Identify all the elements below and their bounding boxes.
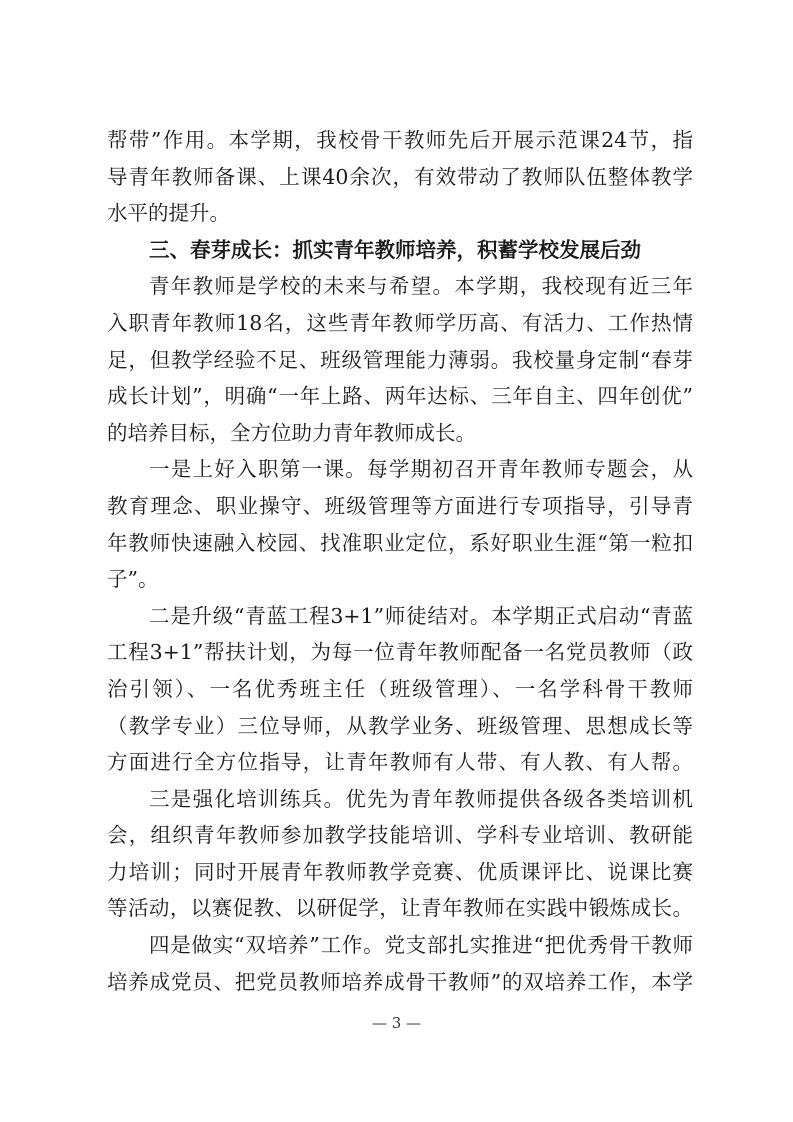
text-line: 四是做实“双培养”工作。党支部扎实推进“把优秀骨干教师 (149, 933, 693, 958)
text-line: 方面进行全方位指导，让青年教师有人带、有人教、有人帮。 (107, 750, 693, 775)
text-line: 会，组织青年教师参加教学技能培训、学科专业培训、教研能 (107, 823, 693, 848)
text-line: 足，但教学经验不足、班级管理能力薄弱。我校量身定制“春芽 (107, 347, 693, 372)
text-line: 帮带”作用。本学期，我校骨干教师先后开展示范课24节，指 (107, 128, 693, 152)
text-line: 一是上好入职第一课。每学期初召开青年教师专题会，从 (149, 457, 693, 482)
text-line: 青年教师是学校的未来与希望。本学期，我校现有近三年 (149, 274, 693, 299)
text-line: 力培训；同时开展青年教师教学竞赛、优质课评比、说课比赛 (107, 859, 693, 884)
page-number: — 3 — (371, 1014, 422, 1032)
text-line: 三是强化培训练兵。优先为青年教师提供各级各类培训机 (149, 786, 693, 811)
text-line: 年教师快速融入校园、找准职业定位，系好职业生涯“第一粒扣 (107, 530, 693, 555)
text-line: 导青年教师备课、上课40余次，有效带动了教师队伍整体教学 (107, 164, 693, 189)
section-heading: 三、春芽成长：抓实青年教师培养，积蓄学校发展后劲 (149, 237, 641, 262)
text-line: 教育理念、职业操守、班级管理等方面进行专项指导，引导青 (107, 493, 693, 518)
document-body (107, 127, 693, 1005)
text-line: 子”。 (107, 567, 159, 592)
text-line: 水平的提升。 (107, 201, 230, 226)
text-line: 入职青年教师18名，这些青年教师学历高、有活力、工作热情 (107, 310, 693, 335)
text-line: 工程3+1”帮扶计划，为每一位青年教师配备一名党员教师（政 (107, 640, 693, 665)
text-line: 成长计划”，明确“一年上路、两年达标、三年自主、四年创优” (107, 384, 693, 409)
text-line: 的培养目标，全方位助力青年教师成长。 (107, 420, 476, 445)
text-line: （教学专业）三位导师，从教学业务、班级管理、思想成长等 (107, 713, 693, 738)
text-line: 等活动，以赛促教、以研促学，让青年教师在实践中锻炼成长。 (107, 896, 693, 921)
text-line: 培养成党员、把党员教师培养成骨干教师”的双培养工作，本学 (107, 969, 693, 994)
text-line: 治引领）、一名优秀班主任（班级管理）、一名学科骨干教师 (107, 676, 693, 701)
text-line: 二是升级“青蓝工程3+1”师徒结对。本学期正式启动“青蓝 (149, 603, 693, 628)
